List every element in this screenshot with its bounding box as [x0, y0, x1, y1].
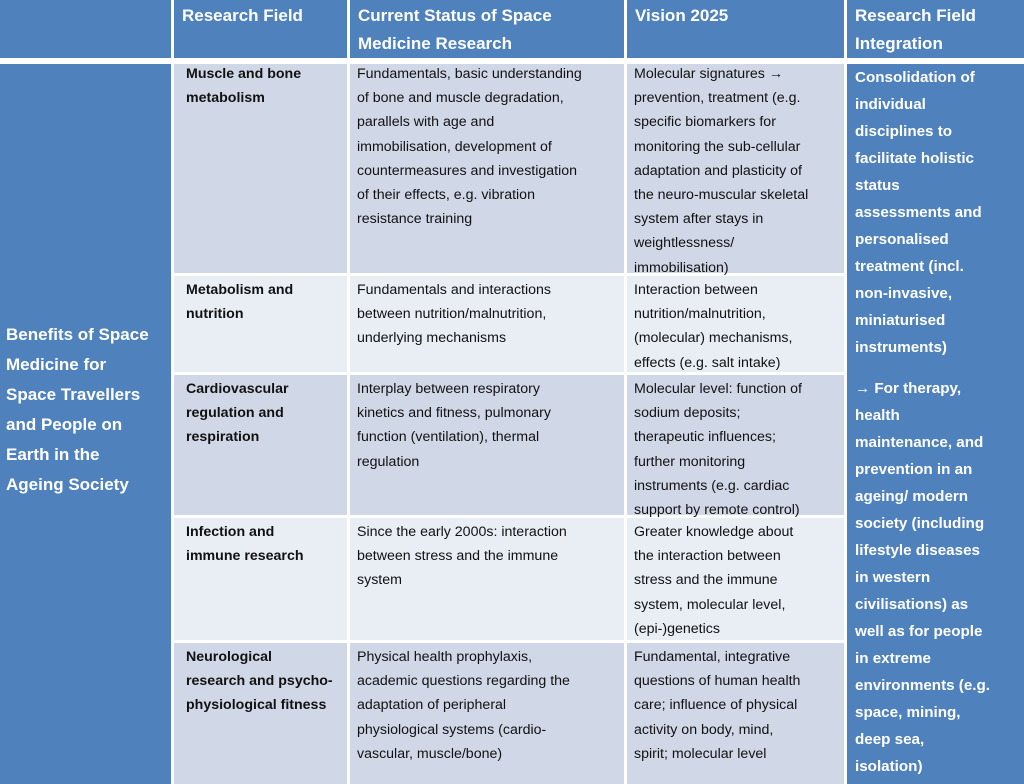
row-2-status: Fundamentals and interactions between nutrition/malnutrition, underlying mechanisms	[350, 276, 624, 372]
integration-text-therapy: → For therapy, health maintenance, and prevention in an ageing/ modern society (including lifestyle diseases in western civilisations) as well as for people in extreme environments (e.g. space, mining, deep sea, isolation)	[855, 380, 991, 775]
integration-cell	[847, 64, 1024, 784]
row-1-field: Muscle and bone metabolism	[174, 60, 347, 273]
row-3-vision: Molecular level: function of sodium deposits; therapeutic influences; further monitoring instruments (e.g. cardiac support by remote control)	[627, 375, 844, 515]
row-3-status: Interplay between respiratory kinetics and fitness, pulmonary function (ventilation), thermal regulation	[350, 375, 624, 515]
row-header-cell: Benefits of Space Medicine for Space Travellers and People on Earth in the Ageing Society	[0, 64, 171, 784]
row-5-status: Physical health prophylaxis, academic questions regarding the adaptation of peripheral physiological systems (cardio- vascular, muscle/bone)	[350, 643, 624, 784]
row-3-field: Cardiovascular regulation and respiration	[174, 375, 347, 515]
row-2-field: Metabolism and nutrition	[174, 276, 347, 372]
row-4-status: Since the early 2000s: interaction between stress and the immune system	[350, 518, 624, 640]
integration-text-consolidation: Consolidation of individual disciplines to facilitate holistic status assessments and personalised treatment (incl. non-invasive, miniaturised instruments)	[855, 69, 982, 356]
header-integration: Research Field Integration	[847, 0, 1024, 58]
row-5-field: Neurological research and psycho- physiological fitness	[174, 643, 347, 784]
row-4-vision: Greater knowledge about the interaction between stress and the immune system, molecular level, (epi-)genetics	[627, 518, 844, 640]
row-1-status: Fundamentals, basic understanding of bone and muscle degradation, parallels with age and immobilisation, development of countermeasures and investigation of their effects, e.g. vibration resistance training	[350, 60, 624, 273]
header-divider	[0, 58, 1024, 64]
header-current-status: Current Status of Space Medicine Research	[350, 0, 624, 58]
header-vision-2025: Vision 2025	[627, 0, 844, 58]
row-4-field: Infection and immune research	[174, 518, 347, 640]
row-1-vision: Molecular signatures → prevention, treatment (e.g. specific biomarkers for monitoring the sub-cellular adaptation and plasticity of the neuro-muscular skeletal system after stays in weightlessness/ immobilisation)	[627, 60, 844, 273]
corner-cell	[0, 0, 171, 58]
header-research-field: Research Field	[174, 0, 347, 58]
row-5-vision: Fundamental, integrative questions of human health care; influence of physical activity on body, mind, spirit; molecular level	[627, 643, 844, 784]
row-2-vision: Interaction between nutrition/malnutrition, (molecular) mechanisms, effects (e.g. salt intake)	[627, 276, 844, 372]
